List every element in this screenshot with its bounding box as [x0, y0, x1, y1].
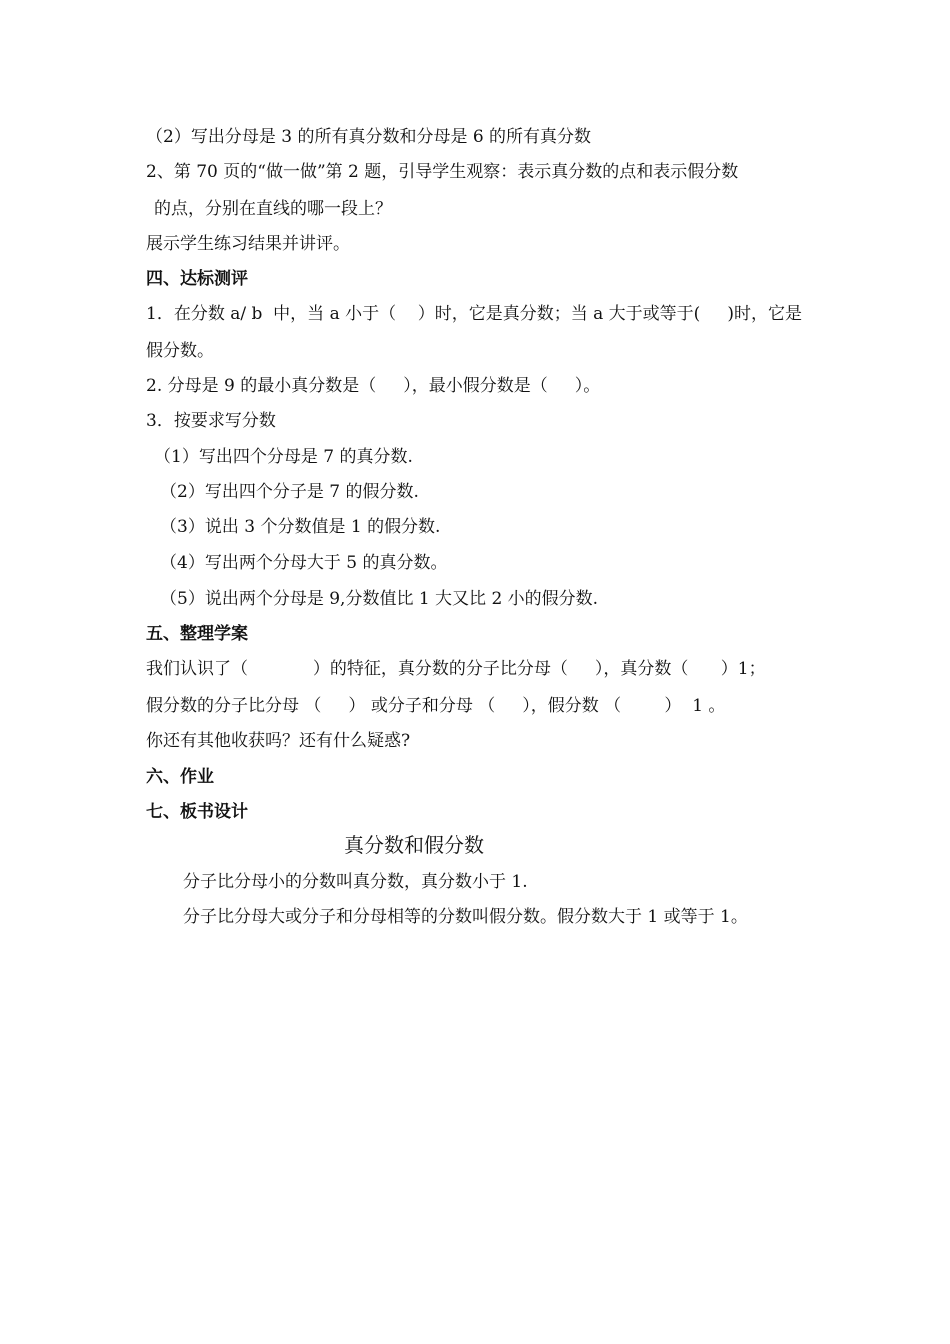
question-3-item-5: （5）说出两个分母是 9,分数值比 1 大又比 2 小的假分数. [160, 589, 599, 609]
question-3: 3．按要求写分数 [146, 411, 276, 431]
question-3-item-3: （3）说出 3 个分数值是 1 的假分数. [160, 517, 441, 537]
question-3-item-1: （1）写出四个分母是 7 的真分数. [154, 447, 413, 467]
question-1-line1: 1．在分数 a/ b 中，当 a 小于（ ）时，它是真分数；当 a 大于或等于( )时，它是 [146, 304, 802, 324]
section-heading-homework: 六、作业 [146, 767, 214, 787]
exercise-item-2-2: （2）写出分母是 3 的所有真分数和分母是 6 的所有真分数 [146, 127, 592, 147]
summary-line-1: 我们认识了（ ）的特征，真分数的分子比分母（ ），真分数（ ）1； [146, 659, 766, 679]
question-3-item-2: （2）写出四个分子是 7 的假分数. [160, 482, 419, 502]
board-title: 真分数和假分数 [344, 833, 484, 857]
section-heading-summary: 五、整理学案 [146, 624, 248, 644]
question-3-item-4: （4）写出两个分母大于 5 的真分数。 [160, 553, 448, 573]
section-heading-assessment: 四、达标测评 [146, 269, 248, 289]
question-1-line2: 假分数。 [146, 341, 214, 361]
show-results-text: 展示学生练习结果并讲评。 [146, 234, 350, 254]
exercise-item-2-line2: 的点，分别在直线的哪一段上？ [154, 199, 392, 219]
section-heading-board-design: 七、板书设计 [146, 802, 248, 822]
exercise-item-2-line1: 2、第 70 页的“做一做”第 2 题，引导学生观察：表示真分数的点和表示假分数 [146, 162, 739, 182]
summary-line-3: 你还有其他收获吗？还有什么疑惑? [146, 731, 411, 751]
question-2: 2. 分母是 9 的最小真分数是（ ），最小假分数是（ ）。 [146, 376, 601, 396]
summary-line-2: 假分数的分子比分母 （ ） 或分子和分母 （ ），假分数 （ ） 1 。 [146, 696, 726, 716]
board-line-1: 分子比分母小的分数叫真分数，真分数小于 1. [183, 872, 528, 892]
board-line-2: 分子比分母大或分子和分母相等的分数叫假分数。假分数大于 1 或等于 1。 [183, 907, 748, 927]
